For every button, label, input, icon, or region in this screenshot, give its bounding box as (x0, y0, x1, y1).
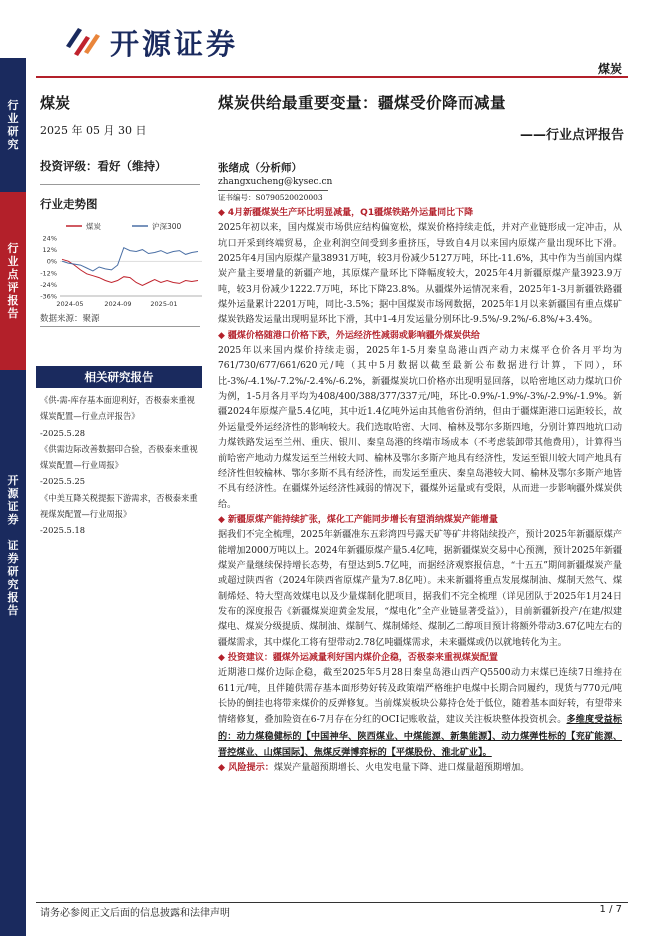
x-tick-label: 2024-05 (56, 300, 84, 308)
related-report-date: -2025.5.18 (40, 525, 86, 536)
sidebar-char: 证 (7, 500, 19, 513)
sidebar-tab-industry-commentary (0, 192, 26, 370)
y-tick-label: -12% (40, 269, 57, 278)
section-risk (218, 761, 622, 776)
sidebar-char: 研 (7, 565, 19, 578)
sidebar-char: 报 (7, 294, 19, 307)
analyst-name: 张绪成（分析师） (218, 162, 302, 174)
sidebar-char: 开 (7, 474, 19, 487)
beneficiary-stocks: 多维度受益标的：动力煤稳健标的【中国神华、陕西煤业、中煤能源、新集能源】、动力煤弹性标的【兖矿能源、晋控煤业、山煤国际】、焦煤反弹博弈标的【平煤股份、淮北矿业】。 (218, 714, 623, 759)
header-divider (36, 76, 628, 78)
section-price (218, 329, 622, 513)
section-heading: 新疆原煤产能持续扩张，煤化工产能同步增长有望消纳煤炭产能增量 (227, 514, 498, 525)
sidebar-char: 报 (7, 591, 19, 604)
related-report-date: -2025.5.25 (40, 476, 86, 487)
bullet-icon: ◆ (218, 763, 229, 774)
sidebar-char: 告 (7, 307, 19, 320)
related-report-item[interactable]: 《供需边际改善数据印合验，否极泰来重视煤炭配置—行业周报》 (40, 443, 198, 471)
report-title: 煤炭供给最重要变量：疆煤受价降而减量 (218, 94, 507, 112)
related-report-item[interactable]: 《供-需-库存基本面迎利好，否极泰来重视煤炭配置—行业点评报告》 (40, 395, 195, 422)
trend-chart-title: 行业走势图 (40, 197, 98, 211)
section-text: 据我们不完全梳理，2025年新疆准东五彩湾四号露天矿等矿井将陆续投产，预计2025年新疆原煤产能增加2000万吨以上。2024年新疆原煤产量5.4亿吨，据新疆煤炭交易中心预测，预计2025年新疆煤炭产量继续保持增长态势，有望达到5.7亿吨，而据经济观察报信息，“十五五”期间新疆煤炭产量或超过陕西省（2024年陕西省原煤产量为7.8亿吨）。未来新疆将重点发展煤制油、煤制天然气、煤制烯烃、特大型高效煤电以及少量煤制化肥项目，据我们不完全梳理（详见团队于2025年1月24日发布的深度报告《新疆煤炭迎黄金发展，“煤电化”全产业链显著受益》），目前新疆新投产/在建/拟建煤电、煤炭分级提质、煤制油、煤制气、煤制烯烃、煤制乙二醇项目预计将额外带动3.67亿吨左右的疆煤需求，其中煤化工将有望带动2.78亿吨疆煤需求，未来疆煤或仍以就地转化为主。 (218, 530, 622, 648)
bullet-icon: ◆ (218, 514, 225, 525)
section-heading: 投资建议：疆煤外运减量利好国内煤价企稳，否极泰来重视煤炭配置 (227, 652, 498, 663)
related-report-date: -2025.5.28 (40, 427, 86, 438)
sidebar-char: 行 (7, 242, 19, 255)
sidebar-char (11, 526, 15, 539)
section-text: 2025年以来国内煤价持续走弱，2025年1-5月秦皇岛港山西产动力末煤平仓价各月平均为761/730/677/661/620元/吨（其中5月数据以截至最新公布数据进行计算，下同），环比-3%/-4.1%/-7.2%/-2.4%/-6.2%，新疆煤炭坑口价格亦出现明显回落，以哈密地区动力煤坑口价为例，1-5月各月平均为408/400/388/377/337元/吨，环比-0.9%/-1.9%/-3%/-2.9%/-1.9%。新疆2024年原煤产量5.4亿吨，其中近1.4亿吨外运由其他省份消纳，但由于疆煤距港口运距较长，故外运量受外运经济性的影响较大。我们选取哈密、大同、榆林及鄂尔多斯四地，分别计算四地坑口动力煤铁路发运至兰州、重庆、银川、秦皇岛港的终端市场成本（不考虑装卸带其他费用），计算得当前哈密产地动力煤发运至兰州较大同、榆林及鄂尔多斯产地具有经济性，发运至银川较大同产地具有经济性但较榆林、鄂尔多斯不具有经济性，而发运至重庆、秦皇岛港较大同、榆林及鄂尔多斯产地皆不具有经济性。在疆煤外运经济性减弱的情况下，疆煤外运量或有受限，从而进一步影响疆外煤炭供给。 (218, 346, 622, 510)
sidebar-char: 研 (7, 125, 19, 138)
section-heading: 4月新疆煤炭生产环比明显减量，Q1疆煤铁路外运量同比下降 (227, 208, 474, 218)
legend-label: 沪深300 (152, 222, 182, 231)
section-text: 近期港口煤价边际企稳，截至2025年5月28日秦皇岛港山西产Q5500动力末煤已连续7日维持在611元/吨，且伴随供需存基本面形势好转及政策端严格维护电煤中长期合同履约，现货与770元/吨长协的倒挂也将带来煤价的反弹修复。当前煤炭板块公募持仓处于低位，随着基本面好转，有望带来情绪修复，叠加险资在6-7月存在分红的OCI记账收益，建议关注板块整体投资机会。 (218, 668, 622, 726)
header-industry-tag: 煤炭 (597, 62, 622, 76)
related-reports-header: 相关研究报告 (36, 366, 202, 388)
section-text: 2025年初以来，国内煤炭市场供应结构偏宽松，煤炭价格持续走低，并对产业链形成一定冲击，从坑口开采到终端贸易，企业利润空间受到多重挤压，导致自4月以来国内原煤产量出现环比下滑。2025年4月国内原煤产量38931万吨，较3月份减少5127万吨，环比-11.6%，其中作为当前国内煤炭产量主要增量的新疆产地，其原煤产量环比下降幅度较大，2025年4月新疆原煤产量3923.9万吨，较3月份减少1222.7万吨，环比下降23.8%。从疆煤外运情况来看，2025年1-3月新疆铁路疆煤外运量累计2201万吨，同比-3.5%；据中国煤炭市场网数据，2025年1月以来新疆国有重点煤矿煤炭铁路发运量出现明显环比下滑，其中1-4月发运量分别环比-9.5%/-9.2%/-6.8%/+3.4%。 (218, 223, 622, 326)
section-investment (218, 651, 622, 761)
sidebar-char: 究 (7, 138, 19, 151)
sidebar-char: 究 (7, 578, 19, 591)
x-tick-label: 2025-01 (150, 300, 178, 308)
sidebar-char: 告 (7, 604, 19, 617)
report-date: 2025 年 05 月 30 日 (40, 124, 147, 137)
report-subtitle: ——行业点评报告 (519, 128, 624, 143)
left-divider (40, 326, 200, 327)
related-report-item[interactable]: 《中美互降关税提振下游需求，否极泰来重视煤炭配置—行业周报》 (40, 492, 198, 520)
y-tick-label: 0% (46, 257, 57, 266)
investment-rating: 投资评级：看好（维持） (40, 159, 167, 173)
risk-heading: 风险提示： (228, 763, 274, 774)
y-tick-label: -36% (40, 292, 57, 301)
brand-name: 开源证券 (110, 27, 239, 61)
sidebar-char: 源 (7, 487, 19, 500)
industry-label: 煤炭 (40, 94, 71, 112)
report-body (218, 206, 622, 777)
related-reports-list (40, 392, 200, 539)
chart-source: 数据来源：聚源 (40, 314, 100, 324)
y-tick-label: 24% (42, 234, 57, 243)
y-tick-label: 12% (42, 246, 57, 255)
y-tick-label: -24% (40, 280, 57, 289)
section-supply (218, 206, 622, 329)
x-tick-label: 2024-09 (104, 300, 132, 308)
industry-trend-chart (36, 216, 206, 312)
cert-divider (218, 190, 328, 191)
analyst-email[interactable]: zhangxucheng@kysec.cn (218, 177, 333, 187)
bullet-icon: ◆ (218, 208, 225, 218)
footer-divider (36, 902, 628, 903)
section-capacity (218, 513, 622, 651)
sidebar-char: 点 (7, 268, 19, 281)
sidebar-char: 证 (7, 539, 19, 552)
section-heading: 疆煤价格随港口价格下跌，外运经济性减弱或影响疆外煤炭供给 (227, 330, 480, 341)
sidebar-tab-industry-research (0, 58, 26, 192)
series-line (62, 248, 198, 271)
sidebar-char: 券 (7, 552, 19, 565)
bullet-icon: ◆ (218, 652, 225, 663)
bullet-icon: ◆ (218, 330, 225, 341)
risk-text: 煤炭产量超预期增长、火电发电量下降、进口煤量超预期增加。 (273, 763, 530, 774)
sidebar-char: 评 (7, 281, 19, 294)
sidebar-char: 业 (7, 112, 19, 125)
sidebar-char: 业 (7, 255, 19, 268)
sidebar-tab-kysec-research (0, 370, 26, 936)
left-divider (40, 184, 200, 185)
series-line (62, 259, 198, 285)
legend-label: 煤炭 (86, 222, 101, 231)
footer-disclaimer[interactable]: 请务必参阅正文后面的信息披露和法律声明 (40, 908, 230, 919)
analyst-certificate: 证书编号：S0790520020003 (218, 193, 323, 202)
sidebar-char: 券 (7, 513, 19, 526)
page-number: 1 / 7 (599, 904, 622, 915)
sidebar-char: 行 (7, 99, 19, 112)
brand-logo-icon (64, 22, 102, 58)
